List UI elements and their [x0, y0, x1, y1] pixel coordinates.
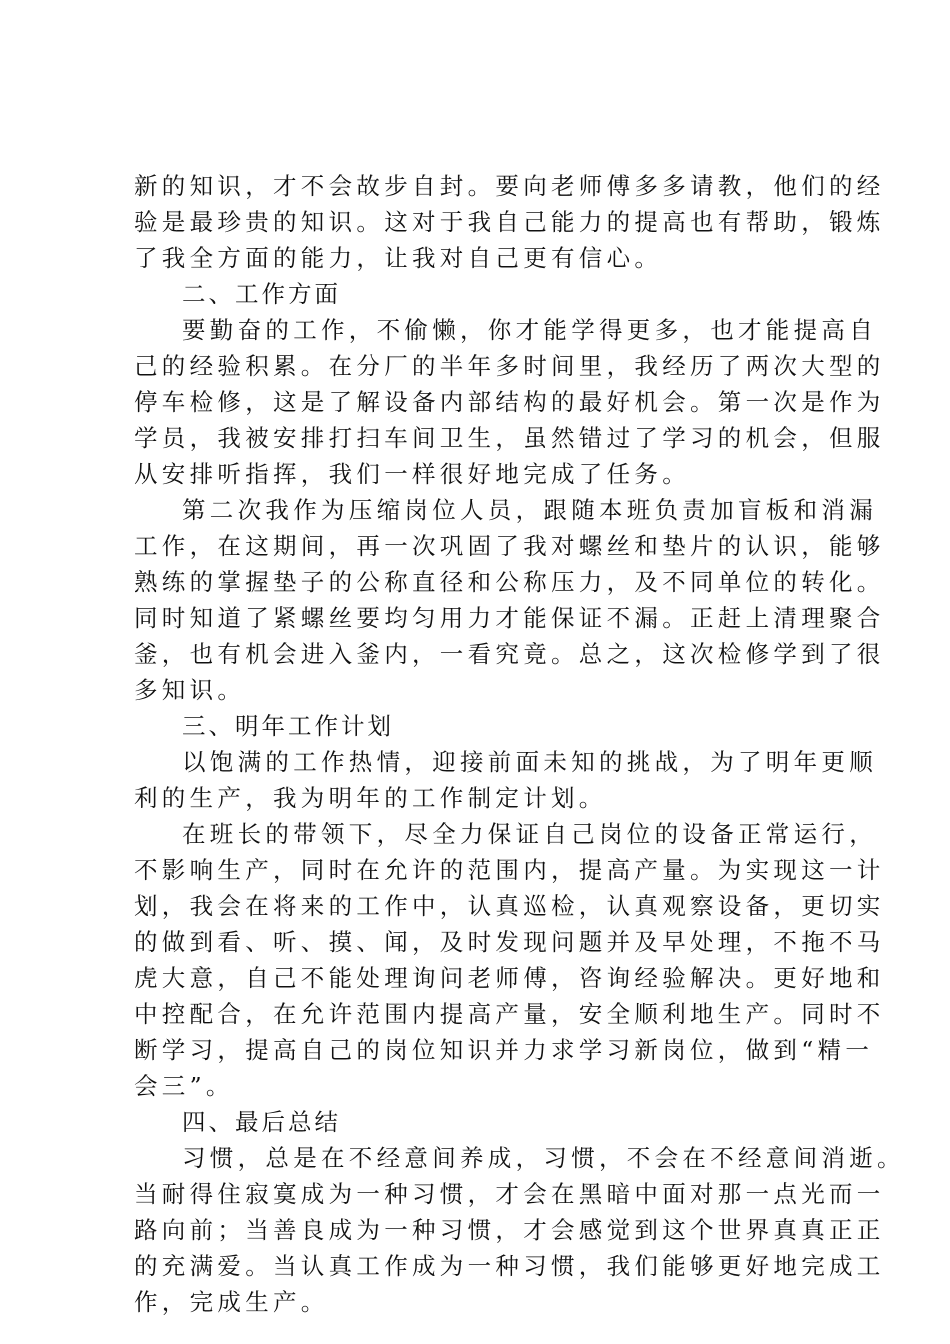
text-line: 在班长的带领下，尽全力保证自己岗位的设备正常运行，: [182, 820, 877, 848]
text-line: 要勤奋的工作，不偷懒，你才能学得更多，也才能提高自: [182, 316, 877, 344]
text-line: 同时知道了紧螺丝要均匀用力才能保证不漏。正赶上清理聚合: [134, 604, 885, 632]
text-line: 作，完成生产。: [134, 1288, 329, 1316]
section-heading-work: 二、工作方面: [182, 280, 341, 308]
text-line: 熟练的掌握垫子的公称直径和公称压力，及不同单位的转化。: [134, 568, 885, 596]
text-line: 虎大意，自己不能处理询问老师傅，咨询经验解决。更好地和: [134, 964, 885, 992]
text-line: 验是最珍贵的知识。这对于我自己能力的提高也有帮助，锻炼: [134, 208, 885, 236]
text-line: 划，我会在将来的工作中，认真巡检，认真观察设备，更切实: [134, 892, 885, 920]
text-line: 不影响生产，同时在允许的范围内，提高产量。为实现这一计: [134, 856, 885, 884]
text-line: 多知识。: [134, 676, 246, 704]
text-line: 当耐得住寂寞成为一种习惯，才会在黑暗中面对那一点光而一: [134, 1180, 885, 1208]
text-line: 学员，我被安排打扫车间卫生，虽然错过了学习的机会，但服: [134, 424, 885, 452]
section-heading-summary: 四、最后总结: [182, 1108, 341, 1136]
text-line: 新的知识，才不会故步自封。要向老师傅多多请教，他们的经: [134, 172, 885, 200]
text-line: 己的经验积累。在分厂的半年多时间里，我经历了两次大型的: [134, 352, 885, 380]
text-line: 的充满爱。当认真工作成为一种习惯，我们能够更好地完成工: [134, 1252, 885, 1280]
text-line: 工作，在这期间，再一次巩固了我对螺丝和垫片的认识，能够: [134, 532, 885, 560]
text-line: 了我全方面的能力，让我对自己更有信心。: [134, 244, 663, 272]
text-line: 中控配合，在允许范围内提高产量，安全顺利地生产。同时不: [134, 1000, 885, 1028]
text-line: 从安排听指挥，我们一样很好地完成了任务。: [134, 460, 690, 488]
text-line: 利的生产，我为明年的工作制定计划。: [134, 784, 607, 812]
text-line: 釜，也有机会进入釜内，一看究竟。总之，这次检修学到了很: [134, 640, 885, 668]
text-line: 以饱满的工作热情，迎接前面未知的挑战，为了明年更顺: [182, 748, 877, 776]
text-line: 断学习，提高自己的岗位知识并力求学习新岗位，做到“精一: [134, 1036, 874, 1064]
text-line: 会三”。: [134, 1072, 234, 1100]
text-line: 习惯，总是在不经意间养成，习惯，不会在不经意间消逝。: [182, 1144, 905, 1172]
text-line: 停车检修，这是了解设备内部结构的最好机会。第一次是作为: [134, 388, 885, 416]
text-line: 路向前；当善良成为一种习惯，才会感觉到这个世界真真正正: [134, 1216, 885, 1244]
text-line: 第二次我作为压缩岗位人员，跟随本班负责加盲板和消漏: [182, 496, 877, 524]
text-line: 的做到看、听、摸、闻，及时发现问题并及早处理，不拖不马: [134, 928, 885, 956]
section-heading-plan: 三、明年工作计划: [182, 712, 394, 740]
